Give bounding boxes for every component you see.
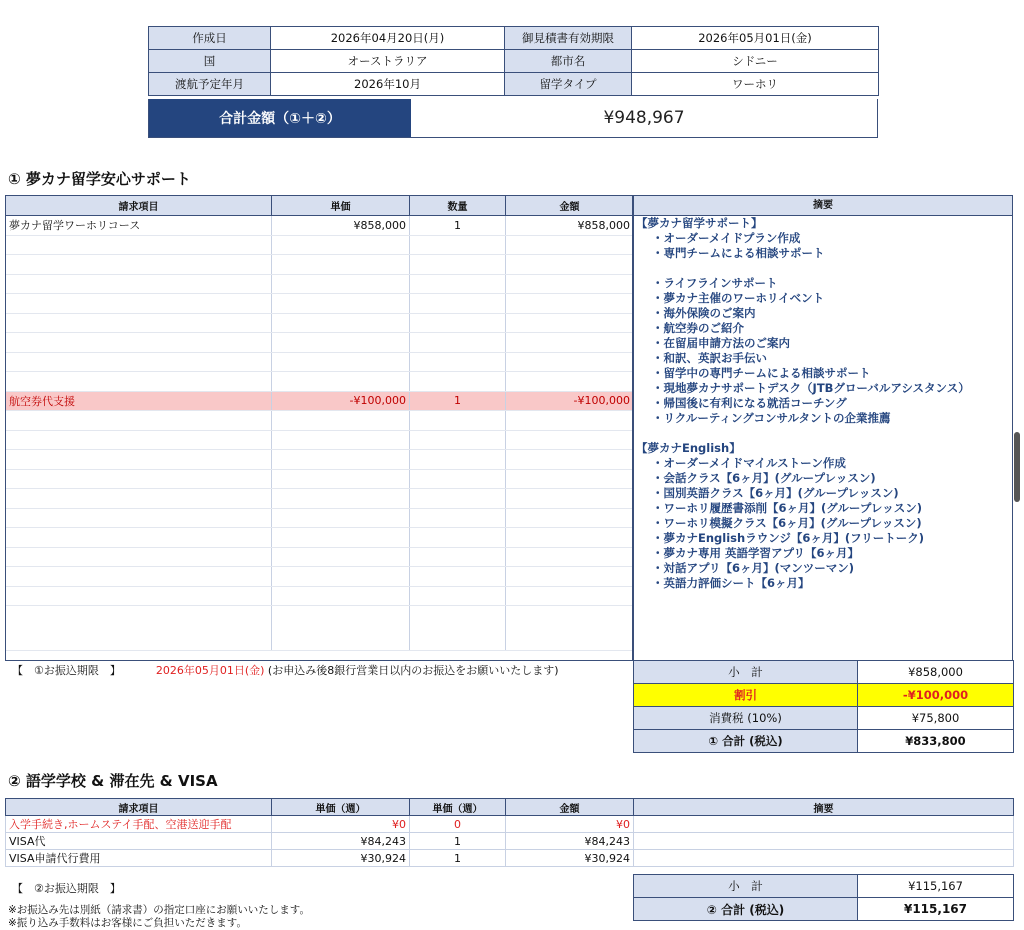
note-line: ・現地夢カナサポートデスク（JTBグローバルアシスタンス） <box>652 381 970 395</box>
grand-total-label: 合計金額（①＋②） <box>149 99 411 137</box>
empty-row <box>6 352 634 372</box>
section1-summary-table <box>633 660 1014 753</box>
col-amount: 金額 <box>506 799 634 816</box>
item-name: VISA申請代行費用 <box>6 850 272 867</box>
unit-price: ¥858,000 <box>272 216 410 236</box>
departure-label: 渡航予定年月 <box>149 73 271 96</box>
empty-row <box>6 586 634 606</box>
study-type-value: ワーホリ <box>632 73 879 96</box>
note-line: ・海外保険のご案内 <box>652 306 756 320</box>
grand-total-value: ¥948,967 <box>603 108 685 128</box>
unit-price: ¥30,924 <box>272 850 410 867</box>
empty-row <box>6 294 634 314</box>
discount-label: 割引 <box>634 684 858 707</box>
subtotal-value: ¥858,000 <box>858 661 1014 684</box>
note-line: ・会話クラス【6ヶ月】(グループレッスン) <box>652 471 876 485</box>
section2-title: ② 語学学校 & 滞在先 & VISA <box>8 772 218 790</box>
note-line: ・留学中の専門チームによる相談サポート <box>652 366 871 380</box>
empty-row <box>6 235 634 255</box>
empty-row <box>6 430 634 450</box>
table-row <box>6 833 1014 850</box>
note-line: ・在留届申請方法のご案内 <box>652 336 790 350</box>
table-row <box>6 391 634 411</box>
unit-price: ¥0 <box>272 816 410 833</box>
created-date-value: 2026年04月20日(月) <box>271 27 505 50</box>
empty-row <box>6 372 634 392</box>
grand-total-row <box>148 99 878 138</box>
created-date-label: 作成日 <box>149 27 271 50</box>
section2-summary-table <box>633 874 1014 921</box>
note-spacer <box>642 261 1012 276</box>
note-line: ・夢カナ専用 英語学習アプリ【6ヶ月】 <box>652 546 860 560</box>
amount: ¥84,243 <box>506 833 634 850</box>
section1-title: ① 夢カナ留学安心サポート <box>8 170 191 188</box>
subtotal-label: 小 計 <box>634 661 858 684</box>
tax-label: 消費税 (10%) <box>634 707 858 730</box>
empty-row <box>6 411 634 431</box>
note-line: ・ワーホリ履歴書添削【6ヶ月】(グループレッスン) <box>652 501 923 515</box>
empty-row <box>6 255 634 275</box>
note-line: ・対話アプリ【6ヶ月】(マンツーマン) <box>652 561 855 575</box>
quantity: 1 <box>410 833 506 850</box>
deadline-note: (お申込み後8銀行営業日以内のお振込をお願いいたします) <box>267 664 559 677</box>
section1-payment-deadline <box>12 662 559 678</box>
deadline-date: 2026年05月01日(金) <box>155 664 265 677</box>
city-value: シドニー <box>632 50 879 73</box>
table-row <box>6 816 1014 833</box>
note-line: ・夢カナ主催のワーホリイベント <box>652 291 825 305</box>
note-cell <box>634 816 1014 833</box>
note-line: ・国別英語クラス【6ヶ月】(グループレッスン) <box>652 486 899 500</box>
section2-total-value: ¥115,167 <box>858 898 1014 921</box>
col-amount: 金額 <box>506 196 634 216</box>
col-unit-price-week: 単価（週） <box>272 799 410 816</box>
notes-body <box>634 216 1012 591</box>
tax-value: ¥75,800 <box>858 707 1014 730</box>
note-line: ・帰国後に有利になる就活コーチング <box>652 396 847 410</box>
empty-row <box>6 606 634 651</box>
quantity: 1 <box>410 391 506 411</box>
expiry-value: 2026年05月01日(金) <box>632 27 879 50</box>
item-name: 航空券代支援 <box>6 391 272 411</box>
item-name: 夢カナ留学ワーホリコース <box>6 216 272 236</box>
amount: ¥30,924 <box>506 850 634 867</box>
quantity: 0 <box>410 816 506 833</box>
section2-items-table <box>5 798 1014 867</box>
note-cell <box>634 850 1014 867</box>
unit-price: -¥100,000 <box>272 391 410 411</box>
empty-row <box>6 489 634 509</box>
amount: -¥100,000 <box>506 391 634 411</box>
quantity: 1 <box>410 216 506 236</box>
empty-row <box>6 274 634 294</box>
transfer-fee-note: ※振り込み手数料はお客様にご負担いただきます。 <box>8 917 247 929</box>
item-name: 入学手続き,ホームステイ手配、空港送迎手配 <box>6 816 272 833</box>
note-line: ・英語力評価シート【6ヶ月】 <box>652 576 810 590</box>
discount-value: -¥100,000 <box>858 684 1014 707</box>
note-line: ・リクルーティングコンサルタントの企業推薦 <box>652 411 891 425</box>
col-notes: 摘要 <box>634 799 1014 816</box>
section1-notes-panel <box>633 195 1013 661</box>
section1-total-value: ¥833,800 <box>858 730 1014 753</box>
subtotal-value: ¥115,167 <box>858 875 1014 898</box>
scrollbar-thumb[interactable] <box>1014 432 1020 502</box>
empty-row <box>6 547 634 567</box>
note-line: ・ライフラインサポート <box>652 276 778 290</box>
note-line: ・ワーホリ模擬クラス【6ヶ月】(グループレッスン) <box>652 516 922 530</box>
table-row <box>6 216 634 236</box>
expiry-label: 御見積書有効期限 <box>505 27 632 50</box>
note-line: ・オーダーメイドマイルストーン作成 <box>652 456 846 470</box>
estimate-info-table <box>148 26 879 96</box>
col-unit-price: 単価 <box>272 196 410 216</box>
note-line: 【夢カナEnglish】 <box>636 441 741 455</box>
note-line: ・航空券のご紹介 <box>652 321 744 335</box>
bank-transfer-note: ※お振込み先は別紙（請求書）の指定口座にお願いいたします。 <box>8 904 310 916</box>
note-line: 【夢カナ留学サポート】 <box>636 216 763 230</box>
section1-total-label: ① 合計 (税込) <box>634 730 858 753</box>
country-label: 国 <box>149 50 271 73</box>
empty-row <box>6 450 634 470</box>
col-item: 請求項目 <box>6 196 272 216</box>
col-unit-price-week-2: 単価（週） <box>410 799 506 816</box>
empty-row <box>6 508 634 528</box>
empty-row <box>6 469 634 489</box>
deadline-label: 【 ①お振込期限 】 <box>12 664 121 677</box>
section2-total-label: ② 合計 (税込) <box>634 898 858 921</box>
empty-row <box>6 567 634 587</box>
study-type-label: 留学タイプ <box>505 73 632 96</box>
country-value: オーストラリア <box>271 50 505 73</box>
note-line: ・和訳、英訳お手伝い <box>652 351 767 365</box>
notes-header: 摘要 <box>634 196 1012 216</box>
note-line: ・オーダーメイドプラン作成 <box>652 231 801 245</box>
amount: ¥0 <box>506 816 634 833</box>
empty-row <box>6 528 634 548</box>
city-label: 都市名 <box>505 50 632 73</box>
empty-row <box>6 313 634 333</box>
section1-items-table <box>5 195 634 651</box>
note-spacer <box>642 426 1012 441</box>
col-qty: 数量 <box>410 196 506 216</box>
table-row <box>6 850 1014 867</box>
subtotal-label: 小 計 <box>634 875 858 898</box>
col-item: 請求項目 <box>6 799 272 816</box>
empty-row <box>6 333 634 353</box>
departure-value: 2026年10月 <box>271 73 505 96</box>
unit-price: ¥84,243 <box>272 833 410 850</box>
note-line: ・専門チームによる相談サポート <box>652 246 825 260</box>
quantity: 1 <box>410 850 506 867</box>
note-cell <box>634 833 1014 850</box>
section2-payment-deadline: 【 ②お振込期限 】 <box>12 882 121 895</box>
amount: ¥858,000 <box>506 216 634 236</box>
note-line: ・夢カナEnglishラウンジ【6ヶ月】(フリートーク) <box>652 531 924 545</box>
item-name: VISA代 <box>6 833 272 850</box>
